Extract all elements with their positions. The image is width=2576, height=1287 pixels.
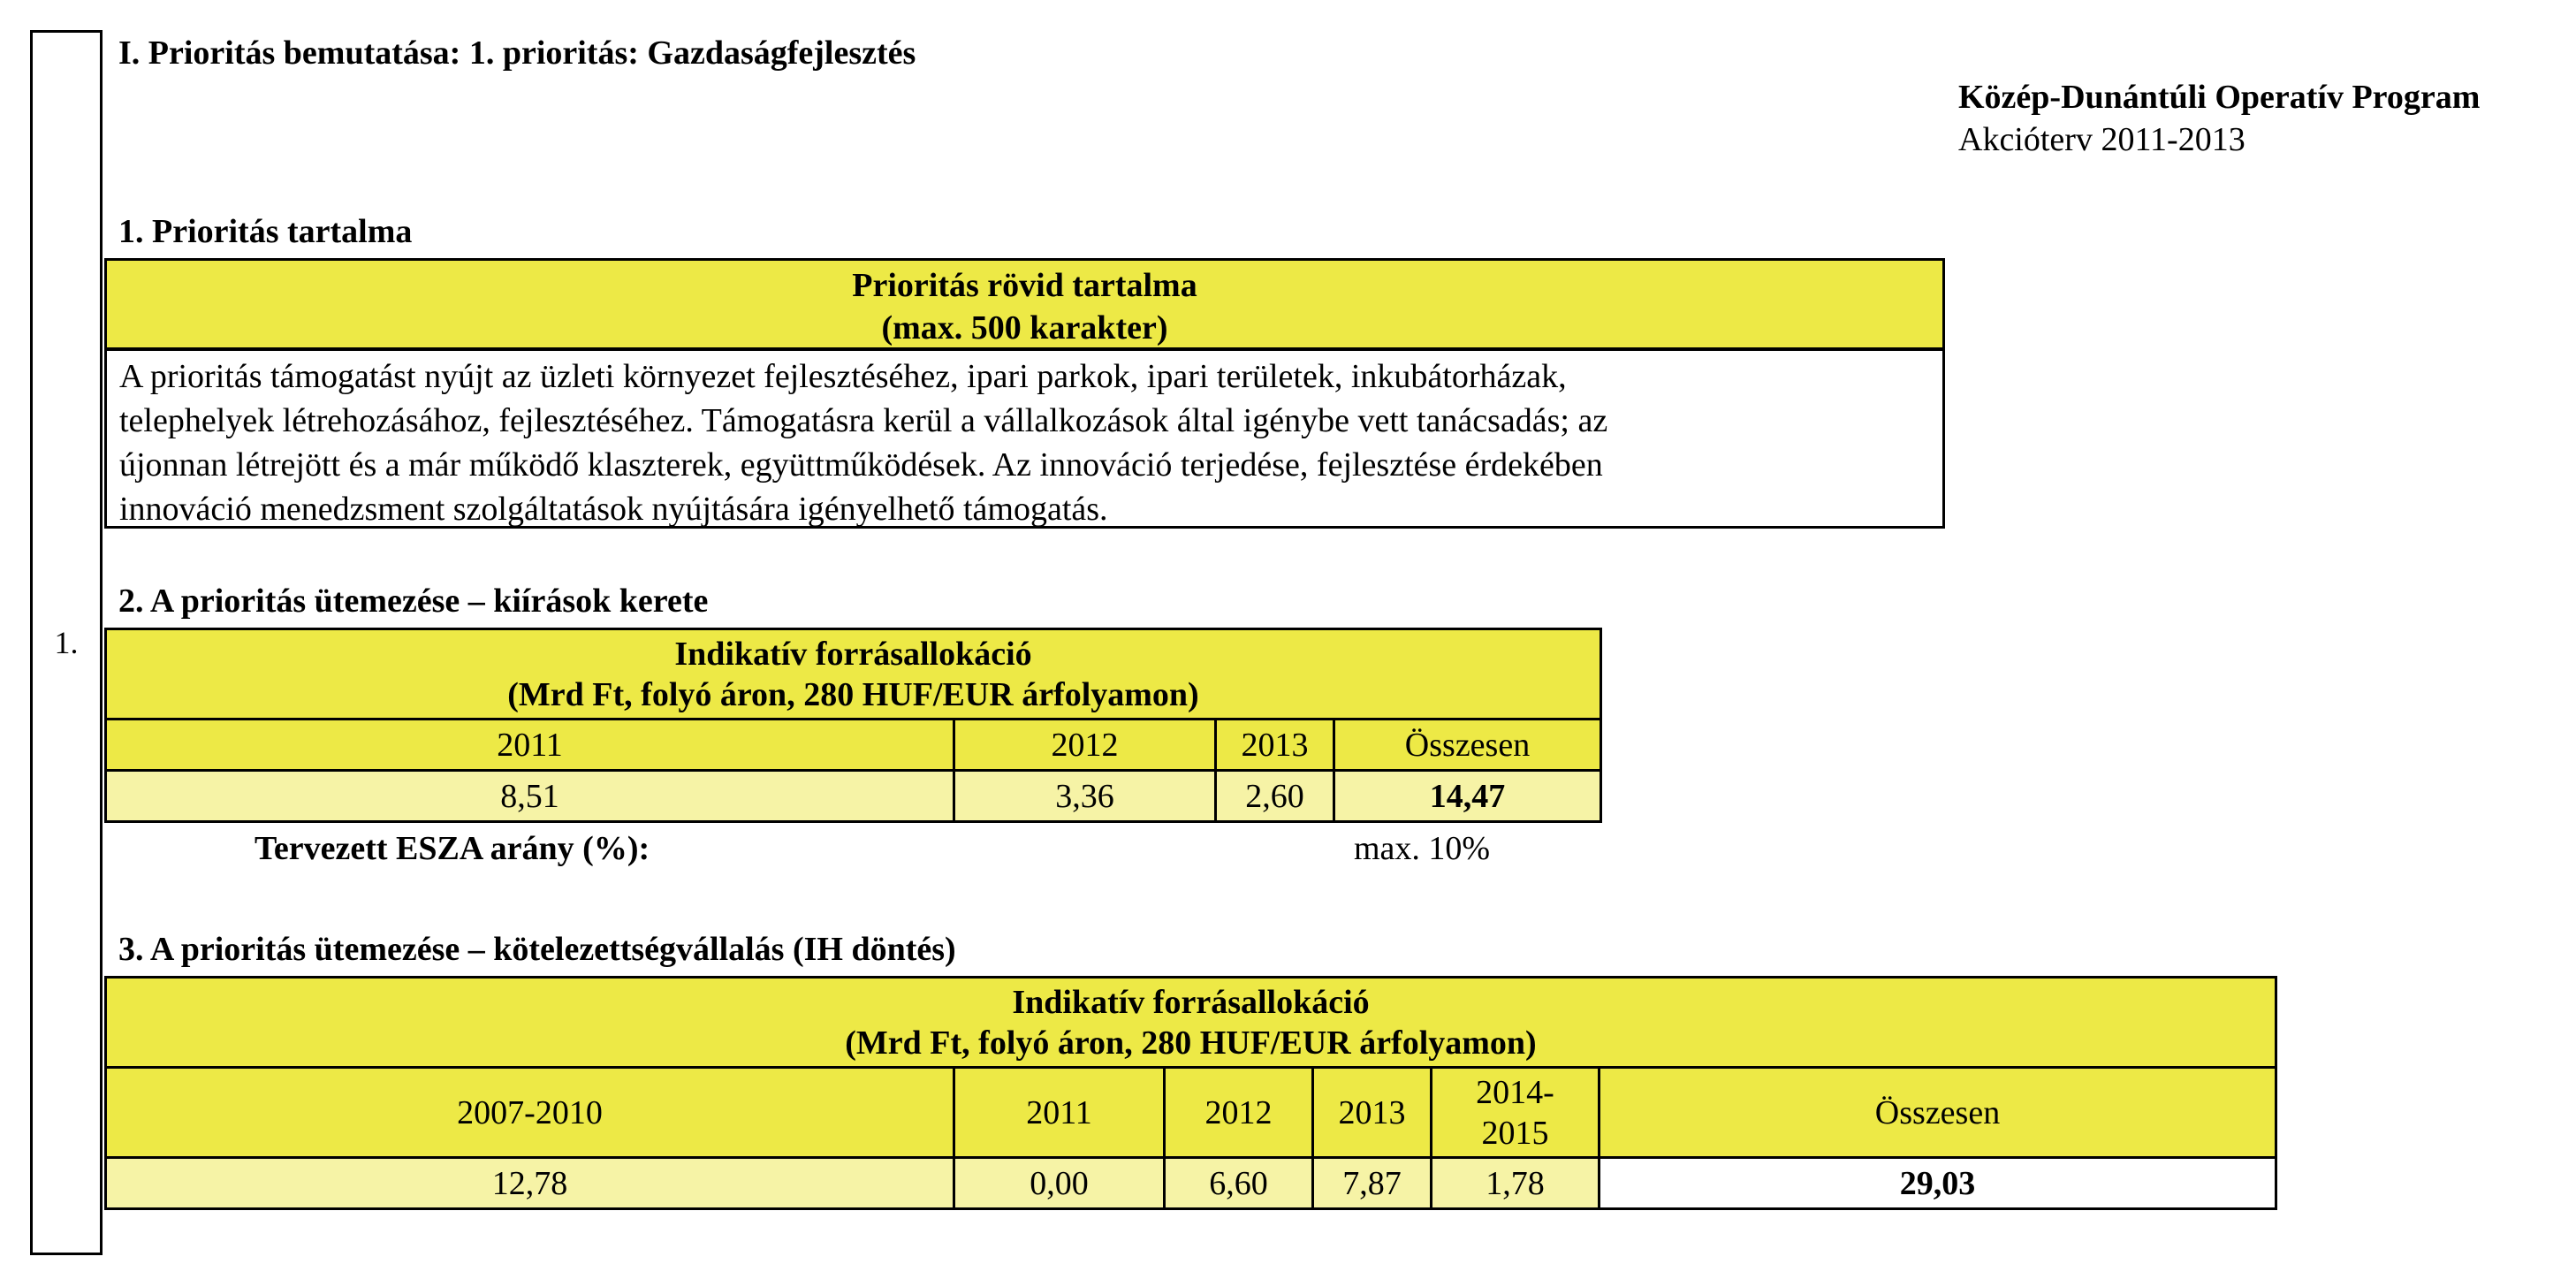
esza-label: Tervezett ESZA arány (%): <box>255 830 650 867</box>
table-header <box>106 629 1601 720</box>
section2-heading: 2. A prioritás ütemezése – kiírások kerete <box>118 583 709 620</box>
allocation-table-calls <box>104 628 1602 823</box>
value-cell: 12,78 <box>106 1158 954 1209</box>
content-box <box>104 348 1945 529</box>
page-heading: I. Prioritás bemutatása: 1. prioritás: Gazdaságfejlesztés <box>118 34 916 72</box>
section3-heading: 3. A prioritás ütemezése – kötelezettségvállalás (IH döntés) <box>118 931 956 968</box>
column-header: 2012 <box>1165 1068 1313 1158</box>
column-header: 2014- 2015 <box>1432 1068 1600 1158</box>
content-box-title: Prioritás rövid tartalma <box>852 267 1197 304</box>
column-header: Összesen <box>1334 720 1601 771</box>
column-header: Összesen <box>1600 1068 2276 1158</box>
table-title: Indikatív forrásallokáció <box>674 635 1032 673</box>
value-cell: 2,60 <box>1216 771 1334 822</box>
value-cell: 8,51 <box>106 771 954 822</box>
table-subtitle: (Mrd Ft, folyó áron, 280 HUF/EUR árfolyamon) <box>507 675 1199 713</box>
table-header <box>106 978 2276 1068</box>
priority-description: A prioritás támogatást nyújt az üzleti környezet fejlesztéséhez, ipari parkok, ipari területek, inkubátorházak, telephelyek létrehozásához, fejlesztéséhez. Támogatásra kerül a vállalkozások által igénybe vett tanácsadás; az újonnan létrejött és a már működő klaszterek, együttműködések. Az innováció terjedése, fejlesztése érdekében innováció menedzsment szolgáltatások nyújtására igényelhető támogatás. <box>119 358 1608 528</box>
value-cell: 1,78 <box>1432 1158 1600 1209</box>
column-header: 2012 <box>954 720 1216 771</box>
column-header: 2013 <box>1313 1068 1432 1158</box>
program-subtitle: Akcióterv 2011-2013 <box>1958 121 2245 158</box>
table-subtitle: (Mrd Ft, folyó áron, 280 HUF/EUR árfolyamon) <box>845 1024 1537 1062</box>
value-cell: 7,87 <box>1313 1158 1432 1209</box>
value-cell: 6,60 <box>1165 1158 1313 1209</box>
value-cell: 0,00 <box>954 1158 1165 1209</box>
content-box-subtitle: (max. 500 karakter) <box>881 309 1168 346</box>
esza-value: max. 10% <box>1354 830 1491 867</box>
priority-number-label: 1. <box>54 625 79 660</box>
column-header: 2007-2010 <box>106 1068 954 1158</box>
table-title: Indikatív forrásallokáció <box>1012 983 1370 1021</box>
column-header: 2011 <box>106 720 954 771</box>
value-cell: 3,36 <box>954 771 1216 822</box>
program-title: Közép-Dunántúli Operatív Program <box>1958 79 2481 116</box>
section1-heading: 1. Prioritás tartalma <box>118 213 413 250</box>
total-cell: 14,47 <box>1334 771 1601 822</box>
column-header: 2011 <box>954 1068 1165 1158</box>
total-cell: 29,03 <box>1600 1158 2276 1209</box>
content-box-header <box>104 258 1945 350</box>
allocation-table-commitments <box>104 976 2277 1210</box>
column-header: 2013 <box>1216 720 1334 771</box>
